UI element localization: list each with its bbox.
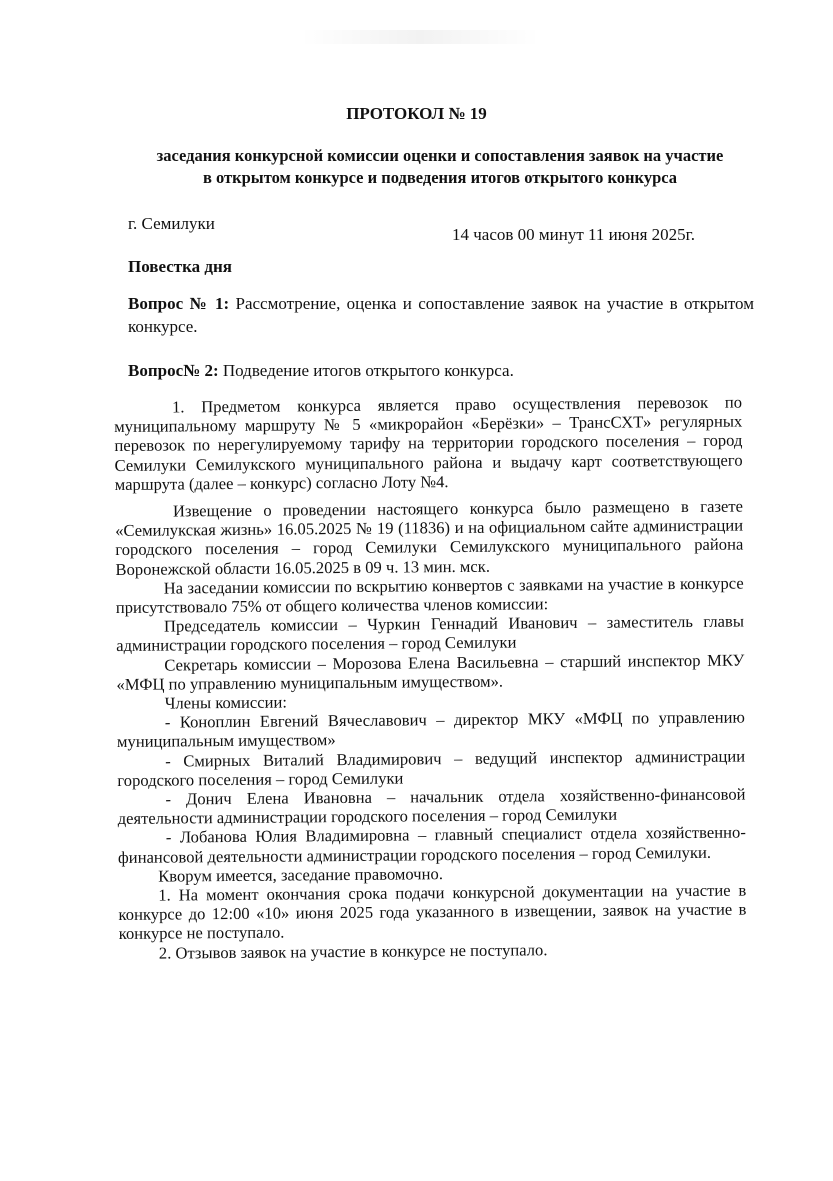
paragraph-quorum: Кворум имеется, заседание правомочно. xyxy=(158,864,444,886)
member-donich: - Донич Елена Ивановна – начальник отдела хозяйственно-финансовой деятельности администрации городского поселения – город Семилуки xyxy=(117,784,746,829)
meeting-datetime: 14 часов 00 минут 11 июня 2025г. xyxy=(452,225,695,244)
agenda-question-2 xyxy=(128,359,754,382)
paragraph-secretary: Секретарь комиссии – Морозова Елена Васильевна – старший инспектор МКУ «МФЦ по управлению муниципальным имуществом». xyxy=(116,650,745,694)
question-1-label: Вопрос № 1: xyxy=(128,294,230,313)
paragraph-deadline: 1. На момент окончания срока подачи конкурсной документации на участие в конкурсе до 12:00 «10» июня 2025 года указанного в извещении, заявок на участие в конкурсе не поступало. xyxy=(118,880,747,944)
paragraph-attendance: На заседании комиссии по вскрытию конвертов с заявками на участие в конкурсе присутствовало 75% от общего количества членов комиссии: xyxy=(115,573,744,618)
paragraph-notice: Извещение о проведении настоящего конкурса было размещено в газете «Семилукская жизнь» 16.05.2025 № 19 (11836) и на официальном сайте администрации городского поселения – город Семилуки Семилукского муниципального района Воронежской области 16.05.2025 в 09 ч. 13 мин. мск. xyxy=(115,496,744,579)
question-2-text: Подведение итогов открытого конкурса. xyxy=(218,361,514,380)
paragraph-subject: 1. Предметом конкурса является право осуществления перевозок по муниципальному маршруту № 5 «микрорайон «Берёзки» – ТрансСХТ» регулярных перевозок по нерегулируемому тарифу на территории городского поселения – город Семилуки Семилукского муниципального района и выдачу карт соответствующего маршрута (далее – конкурс) согласно Лоту №4. xyxy=(114,392,743,494)
meeting-city: г. Семилуки xyxy=(128,214,215,233)
agenda-heading: Повестка дня xyxy=(128,257,233,276)
question-2-label: Вопрос№ 2: xyxy=(128,361,219,380)
member-smirnykh: - Смирных Виталий Владимирович – ведущий инспектор администрации городского поселения – город Семилуки xyxy=(117,746,746,790)
question-1-text: Рассмотрение, оценка и сопоставление заявок на участие в открытом конкурсе. xyxy=(128,294,754,336)
member-konoplin: - Коноплин Евгений Вячеславович – директор МКУ «МФЦ по управлению муниципальным имуществом» xyxy=(116,707,745,752)
protocol-subtitle xyxy=(110,145,770,189)
subtitle-line-2: в открытом конкурсе и подведения итогов открытого конкурса xyxy=(202,168,678,187)
agenda-question-1 xyxy=(128,292,754,338)
paragraph-withdrawals: 2. Отзывов заявок на участие в конкурсе не поступало. xyxy=(158,939,548,963)
member-lobanova: - Лобанова Юлия Владимировна – главный специалист отдела хозяйственно-финансовой деятельности администрации городского поселения – город Семилуки. xyxy=(117,822,746,867)
subtitle-line-1: заседания конкурсной комиссии оценки и сопоставления заявок на участие xyxy=(156,146,724,165)
faint-bleedthrough xyxy=(300,30,540,44)
protocol-body xyxy=(114,393,747,963)
paragraph-members-heading: Члены комиссии: xyxy=(164,692,288,713)
paragraph-chairman: Председатель комиссии – Чуркин Геннадий Иванович – заместитель главы администрации городского поселения – город Семилуки xyxy=(116,611,745,656)
protocol-title: ПРОТОКОЛ № 19 xyxy=(346,104,487,123)
